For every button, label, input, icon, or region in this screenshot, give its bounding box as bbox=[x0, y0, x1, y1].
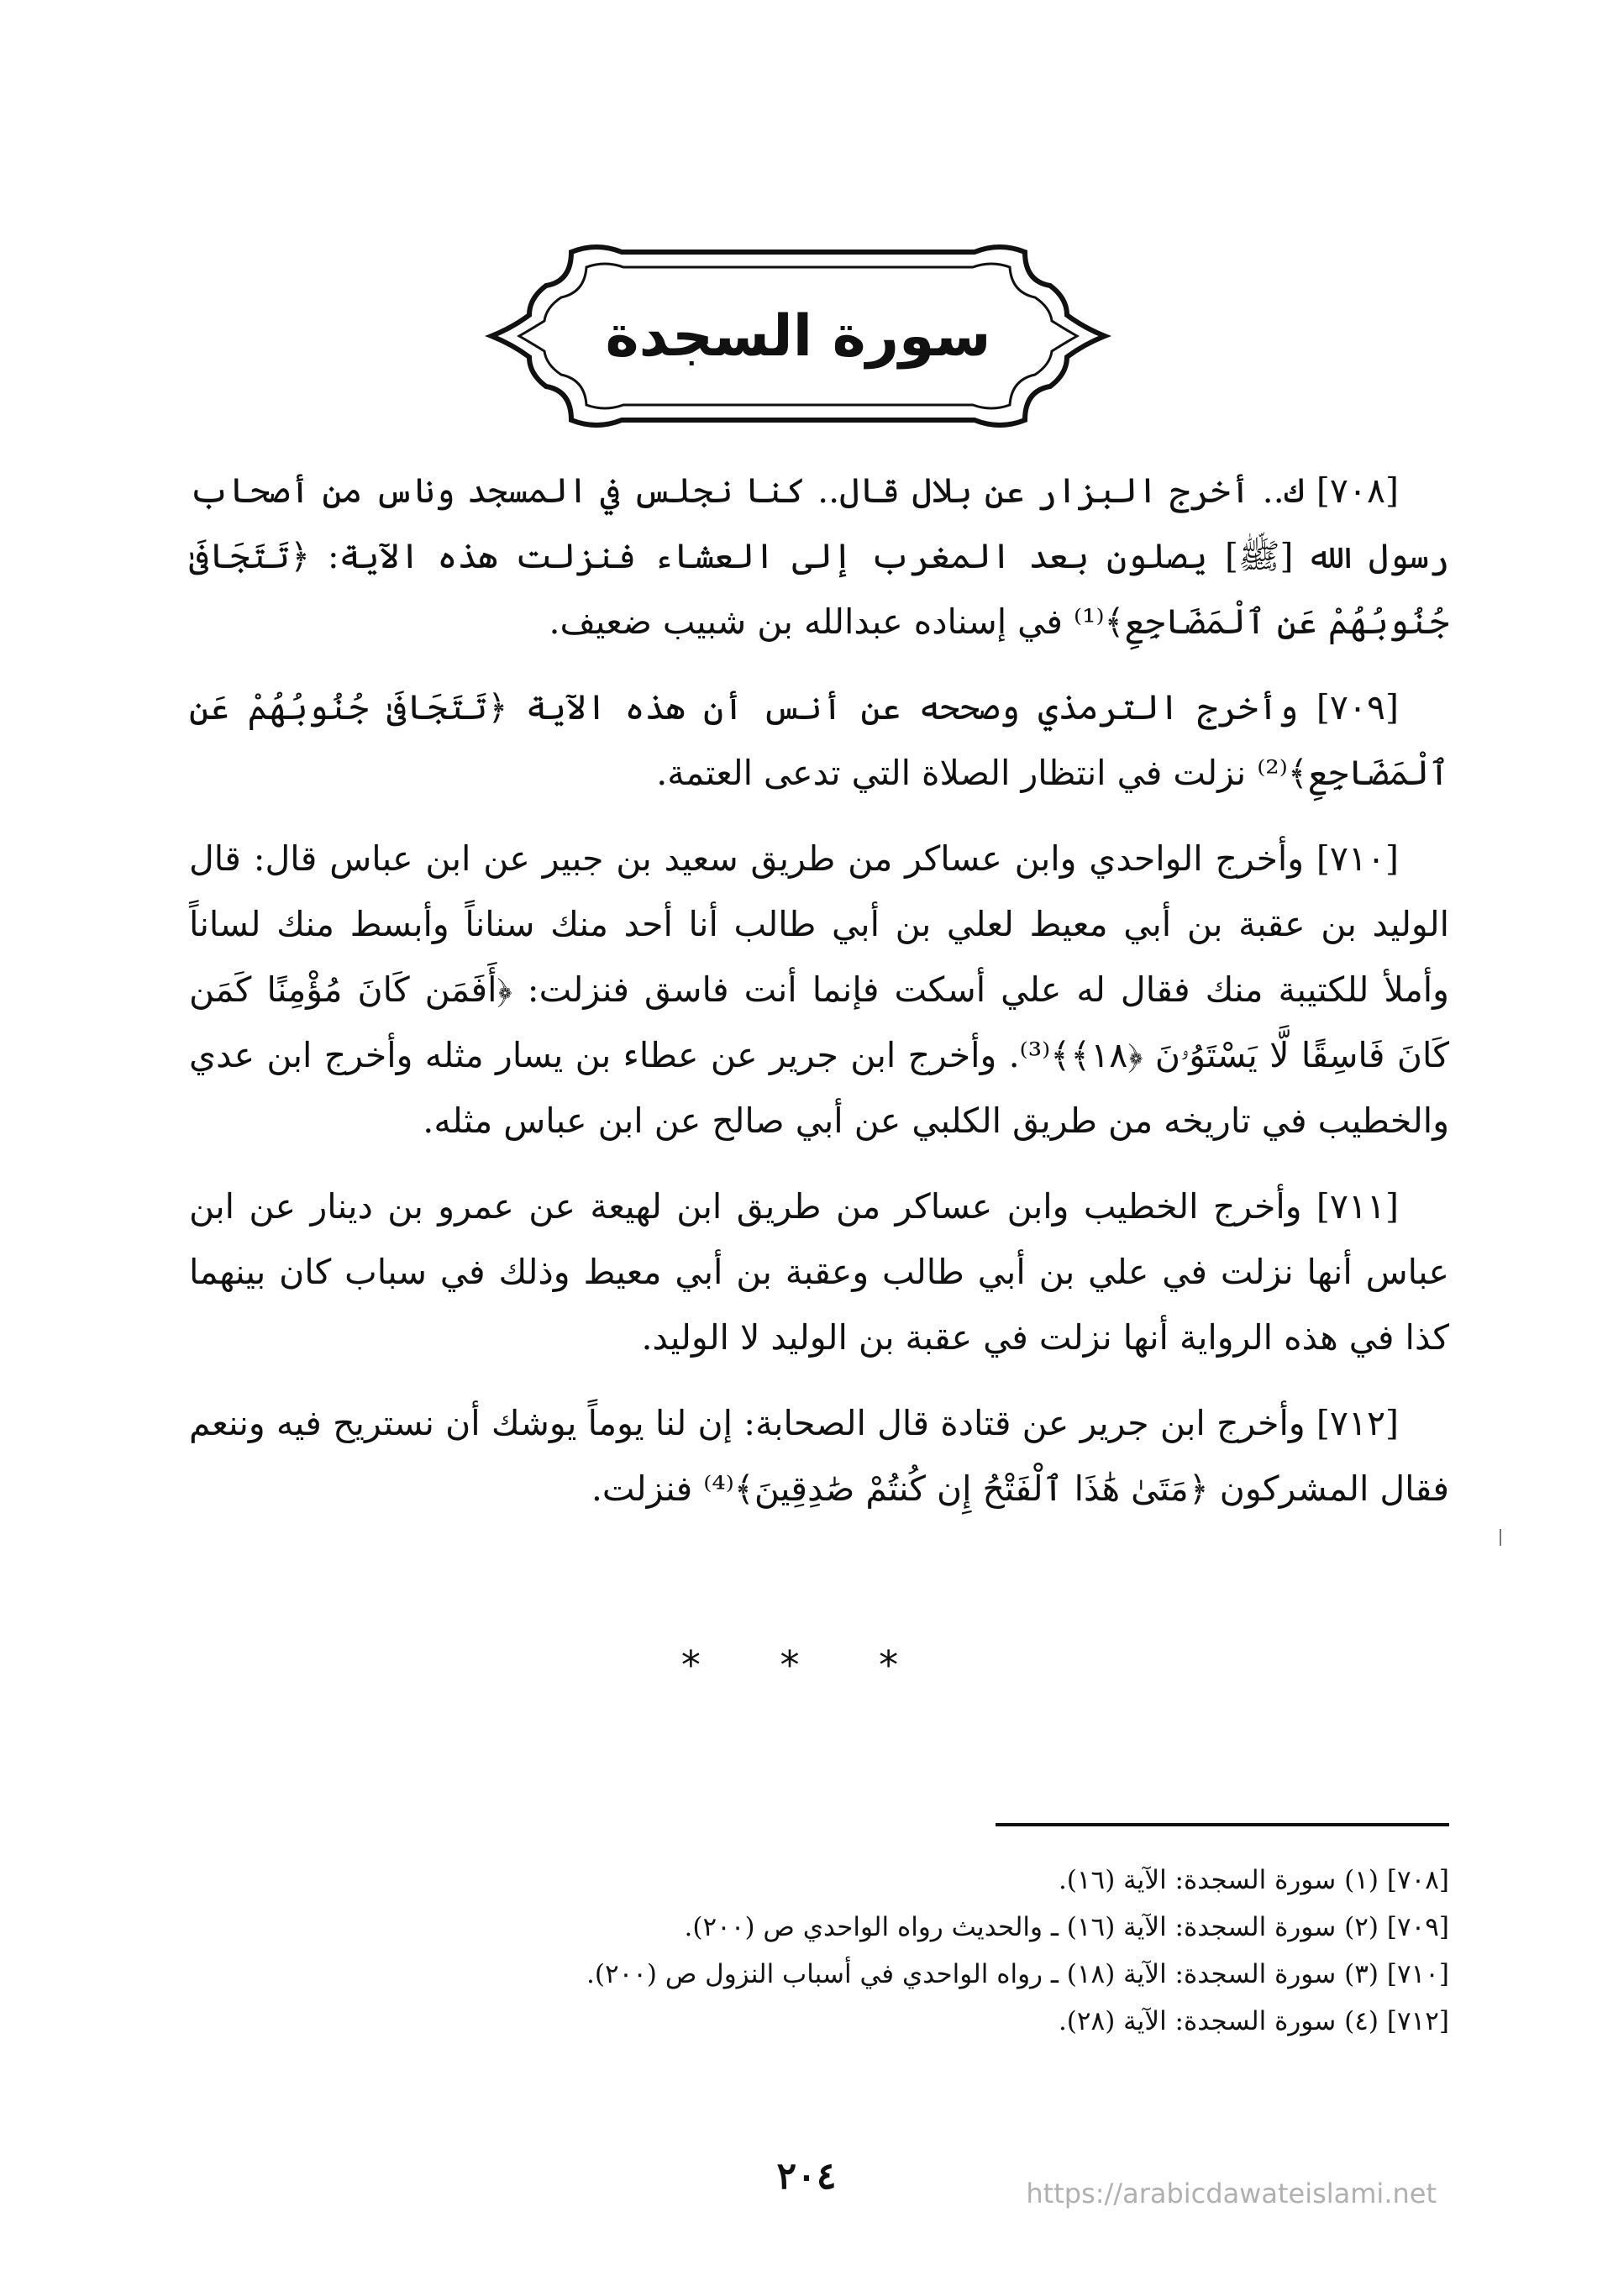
watermark-url: https://arabicdawateislami.net bbox=[1026, 2178, 1437, 2209]
paragraph-712: [٧١٢] وأخرج ابن جرير عن قتادة قال الصحابة: إن لنا يوماً يوشك أن نستريح فيه وننعم فقال المشركون ﴿مَتَىٰ هَٰذَا ٱلْفَتْحُ إِن كُنتُمْ صَٰدِقِينَ﴾⁽⁴⁾ فنزلت. bbox=[189, 1403, 1449, 1509]
paragraph-709: [٧٠٩] وأخرج الترمذي وصححه عن أنس أن هذه الآية ﴿تَتَجَافَىٰ جُنُوبُهُمْ عَنِ ٱلْمَضَاجِعِ﴾⁽²⁾ نزلت في انتظار الصلاة التي تدعى العتمة. bbox=[189, 687, 1449, 793]
paragraph-711: [٧١١] وأخرج الخطيب وابن عساكر من طريق ابن لهيعة عن عمرو بن دينار عن ابن عباس أنها نزلت في علي بن أبي طالب وعقبة بن أبي معيط وذلك في سباب كان بينهما كذا في هذه الرواية أنها نزلت في عقبة بن الوليد لا الوليد. bbox=[189, 1186, 1449, 1358]
footnote-1: [٧٠٨] (١) سورة السجدة: الآية (١٦). bbox=[1058, 1865, 1449, 1895]
footnote-2: [٧٠٩] (٢) سورة السجدة: الآية (١٦) ـ والحديث رواه الواحدي ص (٢٠٠). bbox=[684, 1912, 1449, 1942]
scan-mark bbox=[1500, 1529, 1501, 1546]
page-number: ٢٠٤ bbox=[776, 2155, 837, 2198]
section-separator: * * * bbox=[680, 1642, 933, 1688]
paragraph-708: [٧٠٨] ك.. أخرج البزار عن بلال قال.. كنا نجلس في المسجد وناس من أصحاب رسول الله [ﷺ] يصلون بعد المغرب إلى العشاء فنزلت هذه الآية: ﴿تَتَجَافَىٰ جُنُوبُهُمْ عَنِ ٱلْمَضَاجِعِ﴾⁽¹⁾ في إسناده عبدالله بن شبيب ضعيف. bbox=[189, 470, 1449, 642]
footnote-3: [٧١٠] (٣) سورة السجدة: الآية (١٨) ـ رواه الواحدي في أسباب النزول ص (٢٠٠). bbox=[586, 1959, 1449, 1989]
paragraph-710: [٧١٠] وأخرج الواحدي وابن عساكر من طريق سعيد بن جبير عن ابن عباس قال: قال الوليد بن عقبة بن أبي معيط لعلي بن أبي طالب أنا أحد منك سناناً وأبسط منك لساناً وأملأ للكتيبة منك فقال له علي أسكت فإنما أنت فاسق فنزلت: ﴿أَفَمَن كَانَ مُؤْمِنًا كَمَن كَانَ فَاسِقًا لَّا يَسْتَوُۥنَ ﴿١٨﴾﴾⁽³⁾. وأخرج ابن جرير عن عطاء بن يسار مثله وأخرج ابن عدي والخطيب في تاريخه من طريق الكلبي عن أبي صالح عن ابن عباس مثله. bbox=[189, 838, 1450, 1141]
footnotes bbox=[189, 1857, 1449, 2045]
footnote-divider bbox=[996, 1823, 1449, 1826]
page-title: سورة السجدة bbox=[605, 302, 991, 370]
title-cartouche bbox=[479, 235, 1117, 437]
footnote-4: [٧١٢] (٤) سورة السجدة: الآية (٢٨). bbox=[1058, 2006, 1449, 2036]
main-text bbox=[189, 458, 1449, 1542]
